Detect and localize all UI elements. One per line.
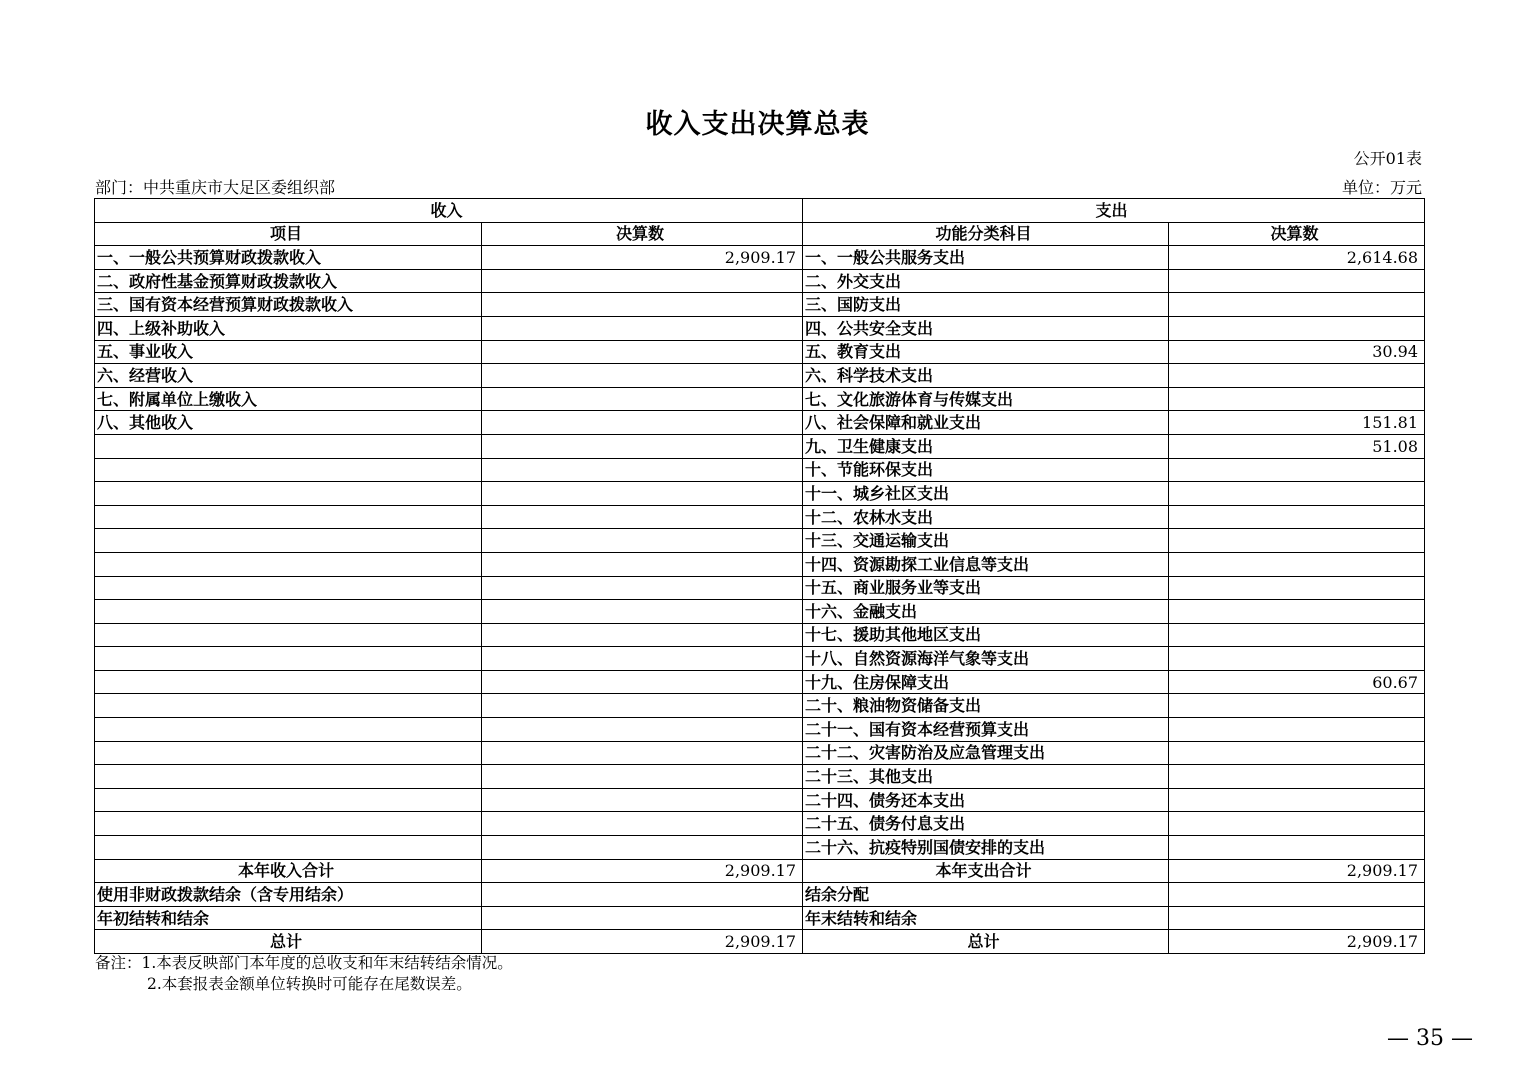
expense-item-cell: 七、文化旅游体育与传媒支出: [803, 387, 1169, 411]
expense-item-cell: 五、教育支出: [803, 340, 1169, 364]
income-item-cell: [95, 623, 482, 647]
table-row: [95, 316, 1425, 340]
table-row: [95, 552, 1425, 576]
expense-value-cell: 151.81: [1169, 411, 1425, 435]
expense-item-cell: 十四、资源勘探工业信息等支出: [803, 552, 1169, 576]
carryover-row: [95, 906, 1425, 930]
income-item-cell: 四、上级补助收入: [95, 316, 482, 340]
table-row: [95, 293, 1425, 317]
year-income-label: 本年收入合计: [95, 859, 482, 883]
income-value-cell: [482, 411, 803, 435]
income-value-cell: [482, 647, 803, 671]
expense-item-cell: 十、节能环保支出: [803, 458, 1169, 482]
income-item-cell: [95, 812, 482, 836]
expense-value-cell: [1169, 600, 1425, 624]
table-row: [95, 411, 1425, 435]
income-value-cell: [482, 623, 803, 647]
unit-label: 单位：万元: [1341, 178, 1422, 197]
income-item-cell: [95, 788, 482, 812]
table-row: [95, 765, 1425, 789]
table-row: [95, 600, 1425, 624]
grand-total-row: [95, 930, 1425, 954]
income-amount-header: 决算数: [482, 222, 803, 246]
income-value-cell: [482, 836, 803, 860]
year-income-value: 2,909.17: [482, 859, 803, 883]
income-value-cell: [482, 552, 803, 576]
income-item-cell: 二、政府性基金预算财政拨款收入: [95, 269, 482, 293]
income-item-cell: [95, 576, 482, 600]
expense-value-cell: 60.67: [1169, 670, 1425, 694]
expense-item-cell: 八、社会保障和就业支出: [803, 411, 1169, 435]
nonfiscal-label: 使用非财政拨款结余（含专用结余）: [95, 883, 482, 907]
expense-value-cell: [1169, 552, 1425, 576]
income-item-cell: [95, 718, 482, 742]
income-value-cell: [482, 765, 803, 789]
income-item-cell: [95, 836, 482, 860]
table-row: [95, 576, 1425, 600]
expense-value-cell: [1169, 387, 1425, 411]
income-value-cell: [482, 458, 803, 482]
table-row: [95, 623, 1425, 647]
expense-item-cell: 三、国防支出: [803, 293, 1169, 317]
income-value-cell: [482, 387, 803, 411]
expense-value-cell: [1169, 293, 1425, 317]
expense-item-cell: 十三、交通运输支出: [803, 529, 1169, 553]
table-row: [95, 694, 1425, 718]
income-value-cell: [482, 316, 803, 340]
income-value-cell: [482, 505, 803, 529]
income-item-cell: [95, 741, 482, 765]
income-value-cell: [482, 364, 803, 388]
notes: [95, 953, 513, 995]
expense-value-cell: [1169, 458, 1425, 482]
expense-item-cell: 十五、商业服务业等支出: [803, 576, 1169, 600]
income-item-cell: [95, 670, 482, 694]
income-item-cell: [95, 694, 482, 718]
table-row: [95, 340, 1425, 364]
expense-item-cell: 二十二、灾害防治及应急管理支出: [803, 741, 1169, 765]
end-balance-label: 年末结转和结余: [803, 906, 1169, 930]
income-value-cell: [482, 812, 803, 836]
expense-item-cell: 二、外交支出: [803, 269, 1169, 293]
end-balance-value: [1169, 906, 1425, 930]
expense-value-cell: 30.94: [1169, 340, 1425, 364]
income-item-cell: [95, 529, 482, 553]
expense-item-cell: 二十三、其他支出: [803, 765, 1169, 789]
table-row: [95, 434, 1425, 458]
surplus-distribution-value: [1169, 883, 1425, 907]
income-value-cell: [482, 576, 803, 600]
expense-item-cell: 一、一般公共服务支出: [803, 246, 1169, 270]
expense-item-cell: 二十六、抗疫特别国债安排的支出: [803, 836, 1169, 860]
income-value-cell: [482, 269, 803, 293]
expense-amount-header: 决算数: [1169, 222, 1425, 246]
expense-value-cell: [1169, 647, 1425, 671]
expense-value-cell: [1169, 788, 1425, 812]
page-title: 收入支出决算总表: [645, 109, 870, 140]
income-value-cell: [482, 788, 803, 812]
table-row: [95, 718, 1425, 742]
nonfiscal-row: [95, 883, 1425, 907]
expense-value-cell: [1169, 529, 1425, 553]
grand-income-value: 2,909.17: [482, 930, 803, 954]
expense-item-cell: 二十五、债务付息支出: [803, 812, 1169, 836]
table-row: [95, 505, 1425, 529]
table-row: [95, 364, 1425, 388]
income-header: 收入: [95, 199, 803, 223]
income-item-cell: [95, 600, 482, 624]
table-row: [95, 647, 1425, 671]
expense-item-cell: 四、公共安全支出: [803, 316, 1169, 340]
year-expense-value: 2,909.17: [1169, 859, 1425, 883]
income-value-cell: [482, 434, 803, 458]
expense-item-cell: 九、卫生健康支出: [803, 434, 1169, 458]
grand-expense-label: 总计: [803, 930, 1169, 954]
year-expense-label: 本年支出合计: [803, 859, 1169, 883]
expense-value-cell: [1169, 694, 1425, 718]
note-line-2: 2.本套报表金额单位转换时可能存在尾数误差。: [147, 975, 472, 993]
income-item-cell: [95, 552, 482, 576]
income-item-cell: [95, 434, 482, 458]
budget-summary-table: [94, 198, 1425, 954]
expense-value-cell: [1169, 741, 1425, 765]
table-row: [95, 670, 1425, 694]
table-row: [95, 482, 1425, 506]
expense-item-cell: 十六、金融支出: [803, 600, 1169, 624]
income-value-cell: [482, 741, 803, 765]
income-item-cell: [95, 482, 482, 506]
expense-header: 支出: [803, 199, 1425, 223]
table-row: [95, 812, 1425, 836]
income-item-cell: [95, 458, 482, 482]
income-item-cell: 八、其他收入: [95, 411, 482, 435]
expense-item-header: 功能分类科目: [803, 222, 1169, 246]
expense-item-cell: 六、科学技术支出: [803, 364, 1169, 388]
expense-value-cell: [1169, 765, 1425, 789]
begin-balance-label: 年初结转和结余: [95, 906, 482, 930]
surplus-distribution-label: 结余分配: [803, 883, 1169, 907]
table-row: [95, 836, 1425, 860]
income-value-cell: [482, 293, 803, 317]
income-item-cell: [95, 765, 482, 789]
income-value-cell: [482, 529, 803, 553]
income-item-cell: 五、事业收入: [95, 340, 482, 364]
table-row: [95, 387, 1425, 411]
header-row-sub: [95, 222, 1425, 246]
income-value-cell: [482, 340, 803, 364]
table-row: [95, 529, 1425, 553]
income-value-cell: [482, 600, 803, 624]
expense-value-cell: 2,614.68: [1169, 246, 1425, 270]
expense-item-cell: 十九、住房保障支出: [803, 670, 1169, 694]
page-number: — 35 —: [1387, 1026, 1473, 1051]
grand-expense-value: 2,909.17: [1169, 930, 1425, 954]
table-row: [95, 741, 1425, 765]
table-row: [95, 269, 1425, 293]
income-value-cell: [482, 482, 803, 506]
expense-item-cell: 十七、援助其他地区支出: [803, 623, 1169, 647]
year-total-row: [95, 859, 1425, 883]
expense-item-cell: 二十、粮油物资储备支出: [803, 694, 1169, 718]
income-item-cell: 六、经营收入: [95, 364, 482, 388]
income-value-cell: [482, 670, 803, 694]
income-value-cell: [482, 718, 803, 742]
income-value-cell: 2,909.17: [482, 246, 803, 270]
expense-value-cell: [1169, 316, 1425, 340]
department-label: 部门：中共重庆市大足区委组织部: [95, 178, 336, 197]
expense-value-cell: [1169, 623, 1425, 647]
expense-value-cell: [1169, 482, 1425, 506]
expense-value-cell: [1169, 836, 1425, 860]
expense-item-cell: 十二、农林水支出: [803, 505, 1169, 529]
expense-item-cell: 二十四、债务还本支出: [803, 788, 1169, 812]
expense-value-cell: [1169, 269, 1425, 293]
begin-balance-value: [482, 906, 803, 930]
nonfiscal-value: [482, 883, 803, 907]
income-item-header: 项目: [95, 222, 482, 246]
table-row: [95, 246, 1425, 270]
income-item-cell: 七、附属单位上缴收入: [95, 387, 482, 411]
income-item-cell: 三、国有资本经营预算财政拨款收入: [95, 293, 482, 317]
expense-item-cell: 二十一、国有资本经营预算支出: [803, 718, 1169, 742]
income-item-cell: 一、一般公共预算财政拨款收入: [95, 246, 482, 270]
expense-value-cell: [1169, 718, 1425, 742]
note-line-1: 备注：1.本表反映部门本年度的总收支和年末结转结余情况。: [95, 954, 513, 972]
grand-income-label: 总计: [95, 930, 482, 954]
header-row-top: [95, 199, 1425, 223]
expense-value-cell: [1169, 364, 1425, 388]
income-item-cell: [95, 647, 482, 671]
income-item-cell: [95, 505, 482, 529]
expense-item-cell: 十一、城乡社区支出: [803, 482, 1169, 506]
expense-value-cell: [1169, 576, 1425, 600]
expense-value-cell: [1169, 812, 1425, 836]
expense-value-cell: [1169, 505, 1425, 529]
expense-value-cell: 51.08: [1169, 434, 1425, 458]
income-value-cell: [482, 694, 803, 718]
table-row: [95, 458, 1425, 482]
form-number: 公开01表: [1353, 149, 1422, 168]
expense-item-cell: 十八、自然资源海洋气象等支出: [803, 647, 1169, 671]
table-row: [95, 788, 1425, 812]
